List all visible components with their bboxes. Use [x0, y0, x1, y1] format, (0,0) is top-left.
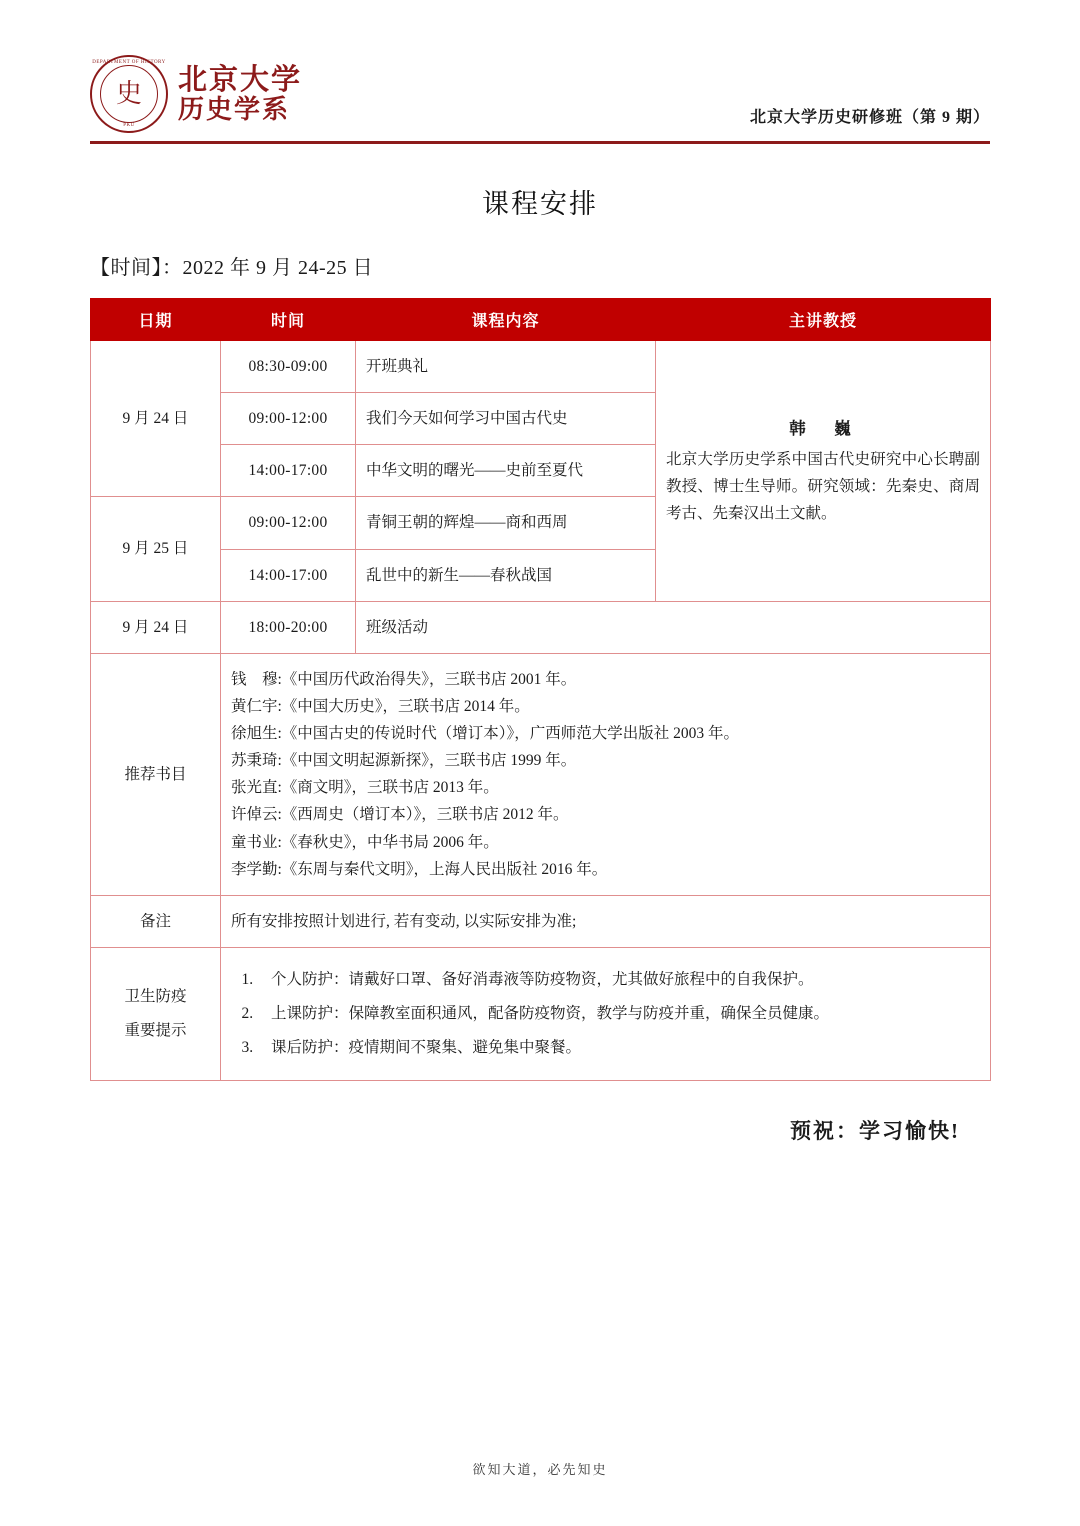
tip-item: 3. 课后防护：疫情期间不聚集、避免集中聚餐。 — [257, 1034, 980, 1062]
column-header-content: 课程内容 — [356, 299, 656, 341]
logo-wordmark — [178, 65, 302, 123]
book-item: 苏秉琦:《中国文明起源新探》，三联书店 1999 年。 — [231, 752, 577, 770]
table-row-note — [91, 895, 991, 947]
table-row-tips — [91, 947, 991, 1080]
document-header — [90, 0, 990, 144]
cell-recommended-books — [221, 653, 991, 895]
cell-date-day2: 9 月 25 日 — [91, 497, 221, 601]
university-seal-icon — [90, 55, 168, 133]
cell-content: 中华文明的曙光——史前至夏代 — [356, 445, 656, 497]
column-header-time: 时间 — [221, 299, 356, 341]
cell-content: 班级活动 — [356, 601, 991, 653]
table-row — [91, 341, 991, 393]
cell-time: 14:00-17:00 — [221, 445, 356, 497]
label-health-tips-line2: 重要提示 — [124, 1021, 187, 1039]
cell-time: 09:00-12:00 — [221, 393, 356, 445]
column-header-date: 日期 — [91, 299, 221, 341]
book-item: 童书业:《春秋史》，中华书局 2006 年。 — [231, 833, 499, 851]
cell-time: 18:00-20:00 — [221, 601, 356, 653]
cell-content: 开班典礼 — [356, 341, 656, 393]
book-item: 李学勤:《东周与秦代文明》，上海人民出版社 2016 年。 — [231, 860, 608, 878]
tip-item: 1. 个人防护：请戴好口罩、备好消毒液等防疫物资，尤其做好旅程中的自我保护。 — [257, 966, 980, 994]
cell-content: 我们今天如何学习中国古代史 — [356, 393, 656, 445]
header-program-title: 北京大学历史研修班（第 9 期） — [749, 109, 990, 126]
cell-content: 乱世中的新生——春秋战国 — [356, 549, 656, 601]
tip-item: 2. 上课防护：保障教室面积通风，配备防疫物资，教学与防疫并重，确保全员健康。 — [257, 1000, 980, 1028]
book-item: 钱 穆:《中国历代政治得失》，三联书店 2001 年。 — [231, 670, 577, 688]
book-item: 张光直:《商文明》，三联书店 2013 年。 — [231, 779, 499, 797]
book-item: 黄仁宇:《中国大历史》，三联书店 2014 年。 — [231, 697, 530, 715]
footer-motto: 欲知大道，必先知史 — [472, 1462, 608, 1477]
cell-note-text: 所有安排按照计划进行, 若有变动, 以实际安排为准; — [221, 895, 991, 947]
schedule-date-line: 【时间】：2022 年 9 月 24-25 日 — [90, 257, 374, 279]
seal-ring-top-text: DEPARTMENT OF HISTORY — [92, 60, 166, 65]
teacher-name: 韩 巍 — [789, 418, 857, 438]
label-health-tips-line1: 卫生防疫 — [124, 987, 187, 1005]
cell-content: 青铜王朝的辉煌——商和西周 — [356, 497, 656, 549]
logo-block — [90, 55, 302, 133]
logo-line-1: 北京大学 — [178, 64, 303, 97]
book-item: 徐旭生:《中国古史的传说时代（增订本）》，广西师范大学出版社 2003 年。 — [231, 725, 740, 742]
cell-time: 14:00-17:00 — [221, 549, 356, 601]
cell-time: 08:30-09:00 — [221, 341, 356, 393]
logo-line-2: 历史学系 — [178, 94, 291, 124]
cell-date-day1: 9 月 24 日 — [91, 341, 221, 497]
seal-glyph: 史 — [115, 79, 142, 108]
cell-teacher — [656, 341, 991, 602]
table-row — [91, 601, 991, 653]
label-health-tips — [91, 947, 221, 1080]
label-note: 备注 — [91, 895, 221, 947]
teacher-bio: 北京大学历史学系中国古代史研究中心长聘副教授、博士生导师。研究领域：先秦史、商周考古、先秦汉出土文献。 — [666, 450, 980, 522]
health-tips-list — [231, 966, 980, 1062]
closing-wish: 预祝：学习愉快! — [790, 1118, 960, 1143]
column-header-teacher: 主讲教授 — [656, 299, 991, 341]
cell-date-activity: 9 月 24 日 — [91, 601, 221, 653]
page-title: 课程安排 — [482, 189, 598, 219]
schedule-table — [90, 298, 991, 1081]
seal-inner — [100, 65, 158, 123]
table-row-books — [91, 653, 991, 895]
seal-ring-bottom-text: PKU — [123, 123, 135, 128]
book-item: 许倬云:《西周史（增订本）》，三联书店 2012 年。 — [231, 806, 569, 824]
table-header-row — [91, 299, 991, 341]
label-recommended-books: 推荐书目 — [91, 653, 221, 895]
cell-health-tips — [221, 947, 991, 1080]
cell-time: 09:00-12:00 — [221, 497, 356, 549]
